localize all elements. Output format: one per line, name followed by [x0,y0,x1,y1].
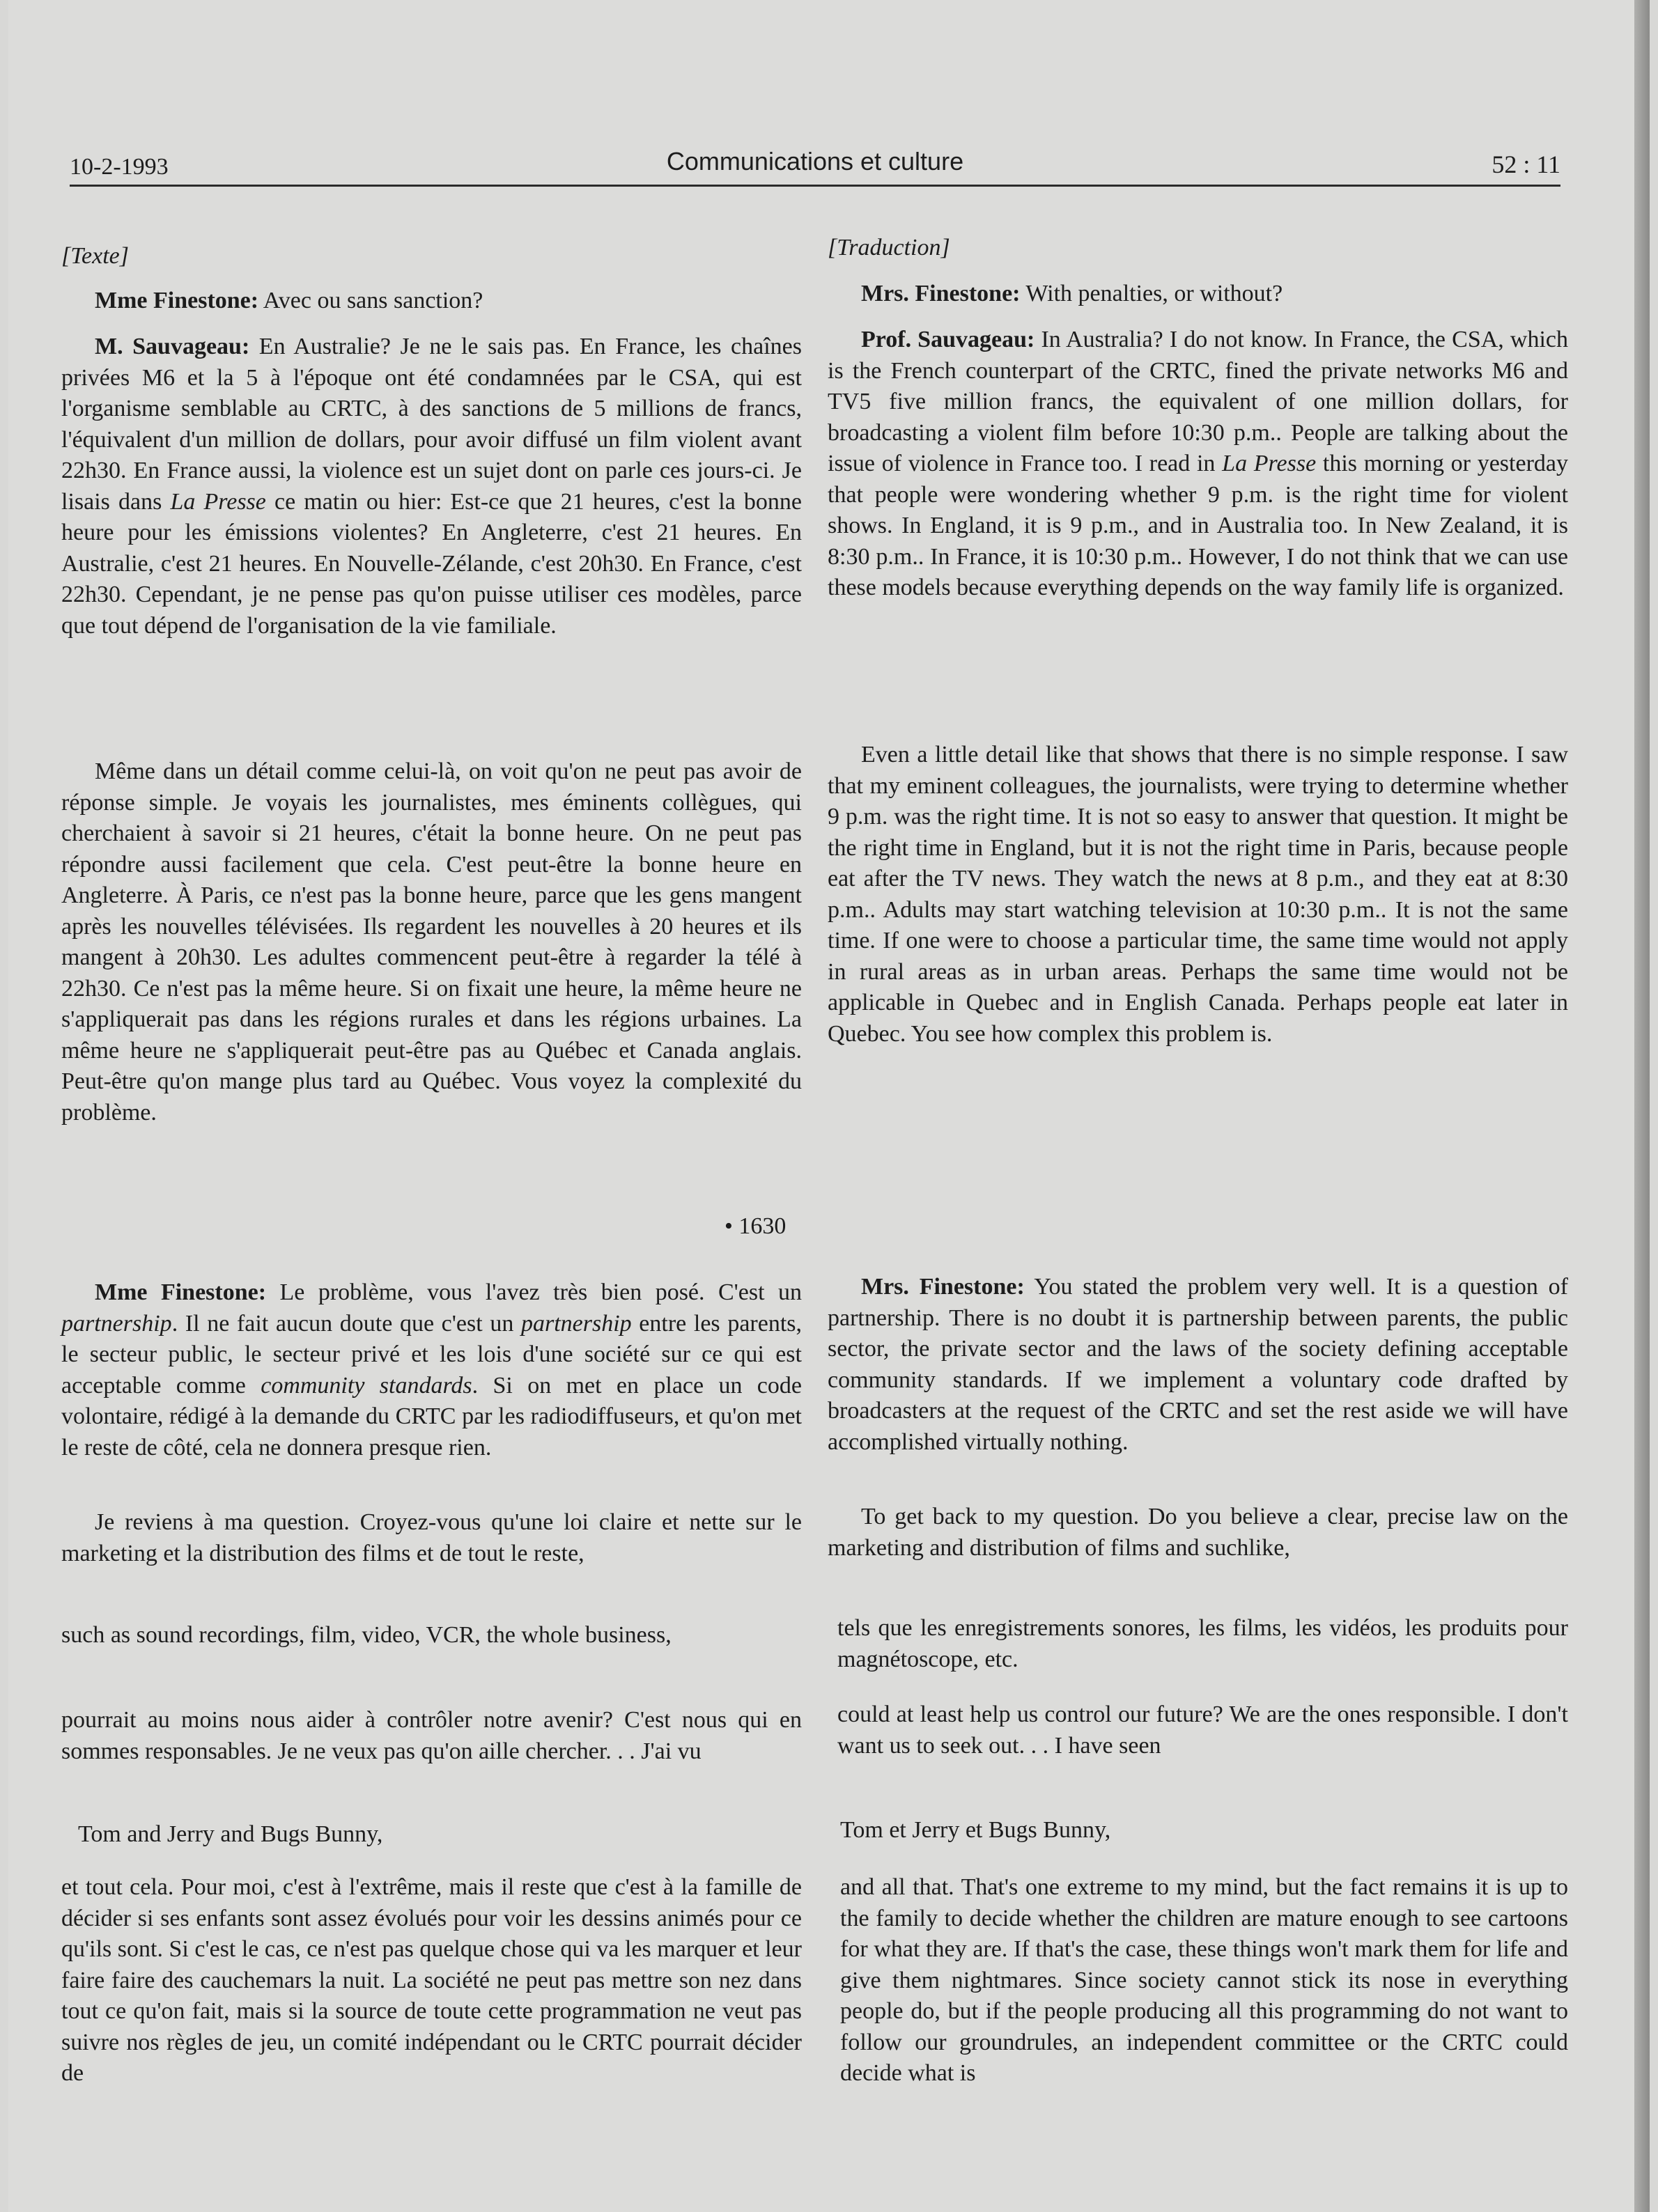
left-para-7 [61,1705,802,1767]
right-para-6 [837,1613,1568,1675]
para-emphasis: community standards [261,1372,472,1399]
header-date: 10-2-1993 [70,154,169,180]
para-text: En Australie? Je ne le sais pas. En France, les chaînes privées M6 et la 5 à l'époque ont été condamnées par le CSA, qui est l'organisme semblable au CRTC, à des sanctions de 5 millions de francs, l'équivalent d'un million de dollars, pour avoir diffusé un film violent avant 22h30. En France aussi, la violence est un sujet dont on parle ces jours-ci. Je lisais dans [61,334,802,515]
para-text: In Australia? I do not know. In France, the CSA, which is the French counterpart of the CRTC, fined the private networks M6 and TV5 five million francs, the equivalent of one million dollars, for broadcasting a violent film before 10:30 p.m.. People are talking about the issue of violence in France too. I read in [828,327,1568,476]
para-text: pourrait au moins nous aider à contrôler notre avenir? C'est nous qui en sommes responsables. Je ne veux pas qu'on aille chercher. . . J'ai vu [61,1707,802,1764]
left-para-5 [61,1507,802,1569]
para-text: ce matin ou hier: Est-ce que 21 heures, c'est la bonne heure pour les émissions violentes? En Angleterre, c'est 21 heures. En Australie, c'est 21 heures. En Nouvelle-Zélande, c'est 20h30. En France, c'est 22h30. Cependant, je ne pense pas qu'on puisse utiliser ces modèles, parce que tout dépend de l'organisation de la vie familiale. [61,488,803,639]
right-para-2 [828,325,1568,604]
right-para-7 [837,1699,1568,1761]
page-edge [1634,0,1650,2212]
time-marker: • 1630 [725,1213,787,1239]
right-para-9 [840,1872,1568,2089]
left-para-2 [61,332,802,641]
para-text: To get back to my question. Do you believe a clear, precise law on the marketing and distribution of films and suchlike, [828,1504,1568,1561]
para-text: Even a little detail like that shows that there is no simple response. I saw that my eminent colleagues, the journalists, were trying to determine whether 9 p.m. was the right time. It is not so easy to answer that question. It might be the right time in England, but it is not the right time in Paris, because people eat after the TV news. They watch the news at 8 p.m., and they eat at 8:30 p.m.. Adults may start watching television at 10:30 p.m.. It is not the same time. If one were to choose a particular time, the same time would not apply in rural areas as in urban areas. Perhaps the same time would not be applicable in Quebec and in English Canada. Perhaps people eat later in Quebec. You see how complex this problem is. [828,742,1568,1047]
left-para-9 [61,1872,802,2089]
right-language-tag: [Traduction] [828,235,950,260]
header-page-number: 52 : 11 [1492,150,1560,178]
para-text: tels que les enregistrements sonores, les films, les vidéos, les produits pour magnétoscope, etc. [837,1615,1568,1672]
para-emphasis: partnership [61,1310,172,1337]
para-text: Le problème, vous l'avez très bien posé. C'est un [266,1279,802,1305]
left-para-6: such as sound recordings, film, video, VCR, the whole business, [61,1622,672,1648]
para-text: Je reviens à ma question. Croyez-vous qu'une loi claire et nette sur le marketing et la distribution des films et de tout le reste, [61,1509,802,1566]
para-text: this morning or yesterday that people were wondering whether 9 p.m. is the right time for violent shows. In England, it is 9 p.m., and in Australia too. In New Zealand, it is 8:30 p.m.. In France, it is 10:30 p.m.. However, I do not think that we can use these models because everything depends on the way family life is organized. [828,451,1568,600]
para-text: entre les parents, le secteur public, le secteur privé et les lois d'une société sur ce qui est acceptable comme [61,1310,802,1399]
para-emphasis: partnership [520,1310,632,1337]
left-para-3 [61,756,802,1128]
left-para-1 [61,286,802,317]
right-para-3 [828,740,1568,1050]
speaker-name: Mme Finestone: [95,288,259,313]
para-text: could at least help us control our future? We are the ones responsible. I don't want us to seek out. . . I have seen [837,1701,1568,1759]
right-para-8: Tom et Jerry et Bugs Bunny, [840,1817,1111,1843]
para-text: Même dans un détail comme celui-là, on voit qu'on ne peut pas avoir de réponse simple. Je voyais les journalistes, mes éminents collègues, qui cherchaient à savoir si 21 heures, c'était la bonne heure. On ne peut pas répondre aussi facilement que cela. C'est peut-être la bonne heure en Angleterre. À Paris, ce n'est pas la bonne heure, parce que les gens mangent après les nouvelles télévisées. Ils regardent les nouvelles à 20 heures et ils mangent à 20h30. Les adultes commencent peut-être à regarder la télé à 22h30. Ce n'est pas la même heure. Si on fixait une heure, la même heure ne s'appliquerait pas dans les régions rurales et dans les régions urbaines. La même heure ne s'appliquerait peut-être pas au Québec et Canada anglais. Peut-être qu'on mange plus tard au Québec. Vous voyez la complexité du problème. [61,758,802,1126]
para-text: and all that. That's one extreme to my mind, but the fact remains it is up to the family to decide whether the children are mature enough to see cartoons for what they are. If that's the case, these things won't mark them for life and give them nightmares. Since society cannot stick its nose in everything people do, but if the people producing all this programming do not want to follow our groundrules, an independent committee or the CRTC could decide what is [840,1874,1568,2086]
header-title: Communications et culture [666,147,964,176]
left-para-4 [61,1277,802,1463]
para-text: Avec ou sans sanction? [258,288,483,313]
speaker-name: Prof. Sauvageau: [861,327,1035,352]
right-para-4 [828,1272,1568,1458]
para-text: . Il ne fait aucun doute que c'est un [171,1310,521,1337]
speaker-name: M. Sauvageau: [95,334,250,359]
speaker-name: Mrs. Finestone: [861,281,1021,306]
para-text: et tout cela. Pour moi, c'est à l'extrême, mais il reste que c'est à la famille de décider si ses enfants sont assez évolués pour voir les dessins animés pour ce qu'ils sont. Si c'est le cas, ce n'est pas quelque chose qui va les marquer et leur faire faire des cauchemars la nuit. La société ne peut pas mettre son nez dans tout ce qu'on fait, mais si la source de toute cette programmation ne veut pas suivre nos règles de jeu, un comité indépendant ou le CRTC pourrait décider de [61,1874,802,2086]
para-text: You stated the problem very well. It is a question of partnership. There is no doubt it is partnership between parents, the public sector, the private sector and the laws of the society defining acceptable community standards. If we implement a voluntary code drafted by broadcasters at the request of the CRTC and set the rest aside we will have accomplished virtually nothing. [828,1274,1568,1455]
para-emphasis: La Presse [170,488,266,515]
para-text: . Si on met en place un code volontaire, rédigé à la demande du CRTC par les radiodiffuseurs, et qu'on met le reste de côté, cela ne donnera presque rien. [61,1372,802,1461]
running-header [70,143,1560,187]
left-para-8: Tom and Jerry and Bugs Bunny, [78,1821,383,1847]
speaker-name: Mme Finestone: [95,1279,267,1305]
speaker-name: Mrs. Finestone: [861,1274,1025,1300]
para-emphasis: La Presse [1222,451,1317,476]
right-para-1 [828,279,1568,310]
document-page [8,0,1650,2212]
left-language-tag: [Texte] [61,243,129,269]
right-para-5 [828,1502,1568,1564]
para-text: With penalties, or without? [1020,281,1283,306]
